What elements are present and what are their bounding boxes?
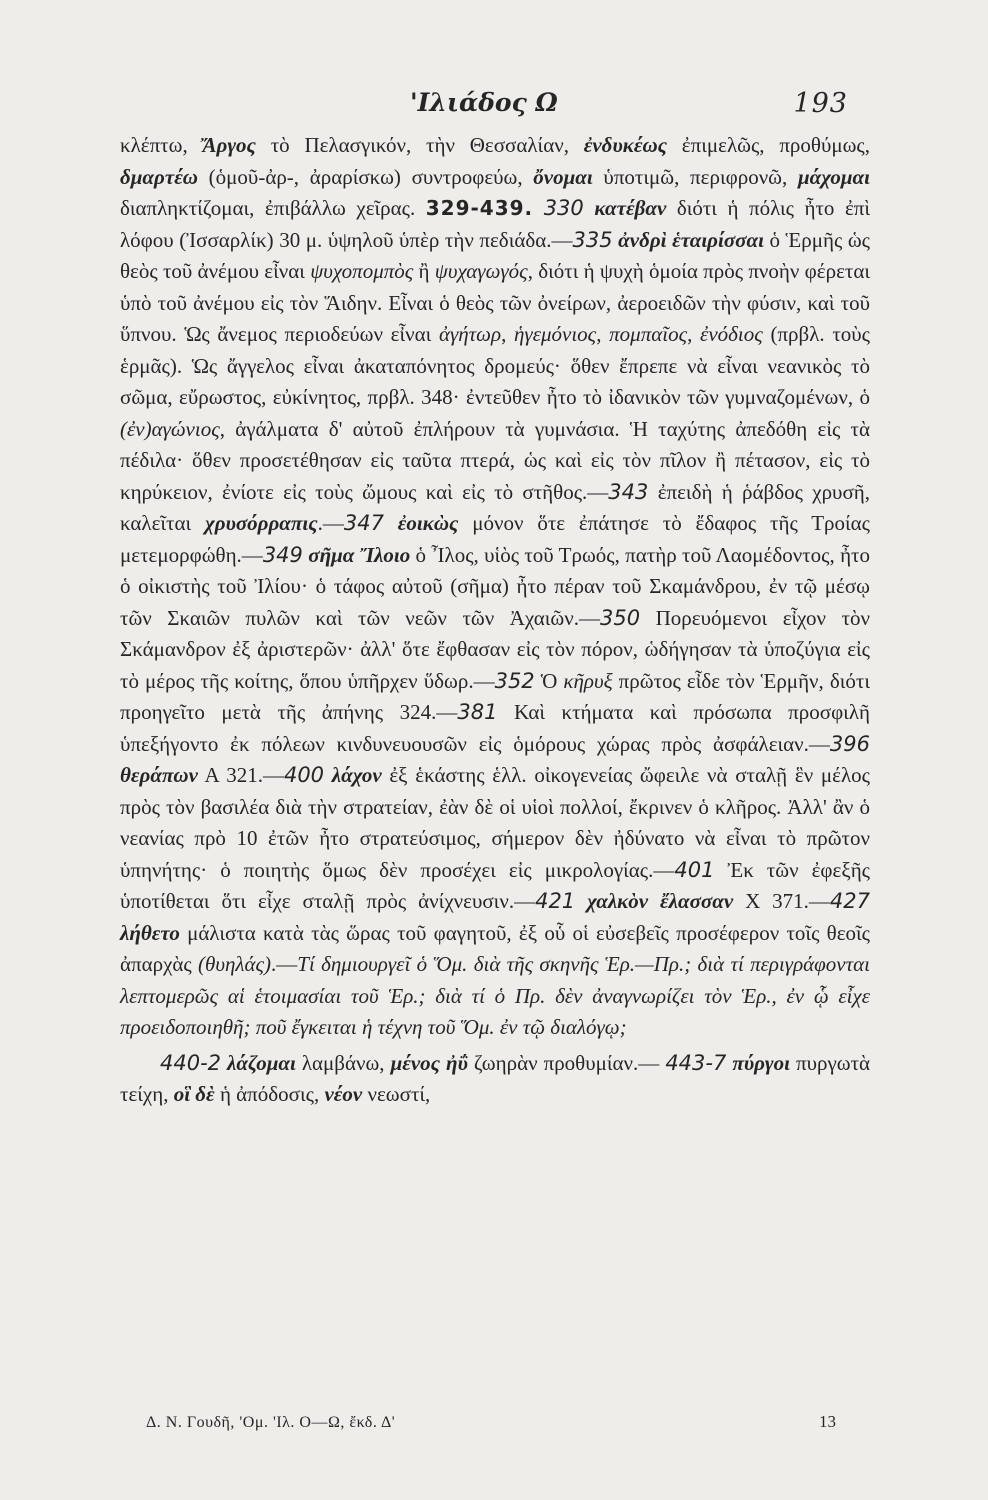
lemma: θεράπων xyxy=(120,763,198,787)
verse-number: 443-7 xyxy=(665,1050,727,1075)
lemma: Ἄργος xyxy=(202,133,256,157)
verse-number: 381 xyxy=(457,700,498,724)
commentary-paragraph-2: 440-2 λάζομαι λαμβάνω, μένος ἠΰ ζωηρὰν προθυμίαν.— 443-7 πύργοι πυργωτὰ τείχη, οἳ δὲ ἡ ἀπόδοσις, νέον νεωστί, xyxy=(120,1050,871,1106)
verse-number: 335 xyxy=(572,227,613,252)
verse-number: 349 xyxy=(262,542,303,567)
verse-number: 400 xyxy=(283,763,325,787)
lemma: σῆμα Ἴλοιο xyxy=(308,542,411,567)
running-header xyxy=(0,88,988,128)
lemma: χρυσόρραπις xyxy=(204,511,318,535)
lemma: ἀνδρὶ ἑταιρίσσαι xyxy=(618,227,764,252)
lemma: ἐοικὼς xyxy=(397,511,459,535)
verse-range: 329-439. xyxy=(425,196,534,220)
verse-number: 347 xyxy=(343,511,384,535)
commentary-paragraph-1: κλέπτω, Ἄργος τὸ Πελασγικόν, τὴν Θεσσαλίαν, ἐνδυκέως ἐπιμελῶς, προθύμως, δμαρτέω (ὁμοῦ-ἀρ-, ἀραρίσκω) συντροφεύω, ὄνομαι ὑποτιμῶ, περιφρονῶ, μάχομαι διαπληκτίζομαι, ἐπιβάλλω χεῖρας. 329-439. 330 κατέβαν διότι ἡ πόλις ἦτο ἐπὶ λόφου (Ἰσσαρλίκ) 30 μ. ὑψηλοῦ ὑπὲρ τὴν πεδιάδα.—335 ἀνδρὶ ἑταιρίσσαι ὁ Ἑρμῆς ὡς θεὸς τοῦ ἀνέμου εἶναι ψυχοπομπὸς ἢ ψυχαγωγός, διότι ἡ ψυχὴ ὁμοία πρὸς πνοὴν φέρεται ὑπὸ τοῦ ἀνέμου εἰς τὸν Ἅιδην. Εἶναι ὁ θεὸς τῶν ὀνείρων, ἀεροειδῶν τὴν φύσιν, καὶ τοῦ ὕπνου. Ὡς ἄνεμος περιοδεύων εἶναι ἀγήτωρ, ἡγεμόνιος, πομπαῖος, ἐνόδιος (πρβλ. τοὺς ἑρμᾶς). Ὡς ἄγγελος εἶναι ἀκαταπόνητος δρομεύς· ὅθεν ἔπρεπε νὰ εἶναι νεανικὸς τὸ σῶμα, εὔρωστος, εὐκίνητος, πρβλ. 348· ἐντεῦθεν ἦτο τὸ ἰδανικὸν τῶν γυμναζομένων, ὁ (ἐν)αγώνιος, ἀγάλματα δ' αὐτοῦ ἐπλήρουν τὰ γυμνάσια. Ἡ ταχύτης ἀπεδόθη εἰς τὰ πέδιλα· ὅθεν προσετέθησαν εἰς ταῦτα πτερά, ὡς καὶ εἰς τὸν πῖλον ἢ πέτασον, εἰς τὸ κηρύκειον, ἐνίοτε εἰς τοὺς ὤμους καὶ εἰς τὸ στῆθος.—343 ἐπειδὴ ἡ ῥάβδος χρυσῆ, καλεῖται χρυσόρραπις.—347 ἐοικὼς μόνον ὅτε ἐπάτησε τὸ ἔδαφος τῆς Τροίας μετεμορφώθη.—349 σῆμα Ἴλοιο ὁ Ἶλος, υἱὸς τοῦ Τρωός, πατὴρ τοῦ Λαομέδοντος, ἦτο ὁ οἰκιστὴς τοῦ Ἰλίου· ὁ τάφος αὐτοῦ (σῆμα) ἦτο πέραν τοῦ Σκαμάνδρου, ἐν τῷ μέσῳ τῶν Σκαιῶν πυλῶν καὶ τῶν νεῶν τῶν Ἀχαιῶν.—350 Πορευόμενοι εἶχον τὸν Σκάμανδρον ἐξ ἀριστερῶν· ἀλλ' ὅτε ἔφθασαν εἰς τὸν πόρον, ὡδήγησαν τὰ ὑποζύγια εἰς τὸ μέρος τῆς κοίτης, ὅπου ὑπῆρχεν ὕδωρ.—352 Ὁ κῆρυξ πρῶτος εἶδε τὸν Ἑρμῆν, διότι προηγεῖτο μετὰ τῆς ἀπήνης 324.—381 Καὶ κτήματα καὶ πρόσωπα προσφιλῆ ὑπεξήγοντο ἐκ πόλεων κινδυνευουσῶν εἰς ὁμόρους χώρας πρὸς ἀσφάλειαν.—396 θεράπων Α 321.—400 λάχον ἐξ ἑκάστης ἑλλ. οἰκογενείας ὤφειλε νὰ σταλῇ ἓν μέλος πρὸς τὸν βασιλέα διὰ τὴν στρατείαν, ἐὰν δὲ οἱ υἱοὶ πολλοί, ἔκρινεν ὁ κλῆρος. Ἀλλ' ἂν ὁ νεανίας πρὸ 10 ἐτῶν ἦτο στρατεύσιμος, σήμερον δὲν ἠδύνατο νὰ εἶναι τὸ πρῶτον ὑπηνήτης· ὁ ποιητὴς ὅμως δὲν προσέχει εἰς μικρολογίας.—401 Ἐκ τῶν ἐφεξῆς ὑποτίθεται ὅτι εἶχε σταλῇ πρὸς ἀνίχνευσιν.—421 χαλκὸν ἔλασσαν Χ 371.—427 λήθετο μάλιστα κατὰ τὰς ὥρας τοῦ φαγητοῦ, ἐξ οὗ οἱ εὐσεβεῖς προσέφερον τοῖς θεοῖς ἀπαρχὰς (θυηλάς).—Τί δημιουργεῖ ὁ Ὅμ. διὰ τῆς σκηνῆς Ἑρ.—Πρ.; διὰ τί περιγράφονται λεπτομερῶς αἱ ἑτοιμασίαι τοῦ Ἑρ.; διὰ τί ὁ Πρ. δὲν ἀναγνωρίζει τὸν Ἑρ., ἐν ᾧ εἶχε προειδοποιηθῆ; ποῦ ἔγκειται ἡ τέχνη τοῦ Ὅμ. ἐν τῷ διαλόγῳ; xyxy=(120,133,871,1039)
verse-number: 352 xyxy=(494,668,535,693)
verse-number: 350 xyxy=(599,605,641,630)
lemma: ἐνδυκέως xyxy=(583,133,668,157)
study-questions: Τί δημιουργεῖ ὁ Ὅμ. διὰ τῆς σκηνῆς Ἑρ.—Πρ.; διὰ τί περιγράφονται λεπτομερῶς αἱ ἑτοιμασίαι τοῦ Ἑρ.; διὰ τί ὁ Πρ. δὲν ἀναγνωρίζει τὸν Ἑρ., ἐν ᾧ εἶχε προειδοποιηθῆ; ποῦ ἔγκειται ἡ τέχνη τοῦ Ὅμ. ἐν τῷ διαλόγῳ; xyxy=(120,952,870,1039)
lemma: νέον xyxy=(324,1082,363,1106)
lemma: μένος ἠΰ xyxy=(390,1050,468,1075)
verse-number: 427 xyxy=(829,889,871,913)
lemma: λάχον xyxy=(331,763,382,787)
verse-number: 401 xyxy=(674,857,715,882)
lemma: κατέβαν xyxy=(594,196,667,220)
verse-number: 440-2 xyxy=(160,1050,222,1075)
lemma: μάχομαι xyxy=(797,164,870,189)
lemma: πύργοι xyxy=(732,1050,790,1075)
page-number: 193 xyxy=(793,88,848,119)
verse-number: 330 xyxy=(543,196,584,220)
verse-number: 343 xyxy=(608,479,649,504)
lemma: ὄνομαι xyxy=(533,164,593,189)
lemma: δμαρτέω xyxy=(120,164,198,189)
book-reference: Δ. Ν. Γουδῆ, 'Ομ. 'Ιλ. Ο—Ω, ἔκδ. Δ' xyxy=(146,1414,396,1431)
page-footer xyxy=(0,1414,988,1444)
verse-number: 396 xyxy=(829,731,870,756)
running-title: 'Ιλιάδος Ω xyxy=(410,88,558,117)
verse-number: 421 xyxy=(535,889,576,913)
lemma: χαλκὸν ἔλασσαν xyxy=(587,889,734,913)
lemma: λάζομαι xyxy=(227,1050,296,1075)
commentary-body xyxy=(120,130,870,1111)
lemma: λήθετο xyxy=(120,920,180,945)
lemma: οἳ δὲ xyxy=(173,1082,215,1106)
printer-signature: 13 xyxy=(819,1412,836,1431)
